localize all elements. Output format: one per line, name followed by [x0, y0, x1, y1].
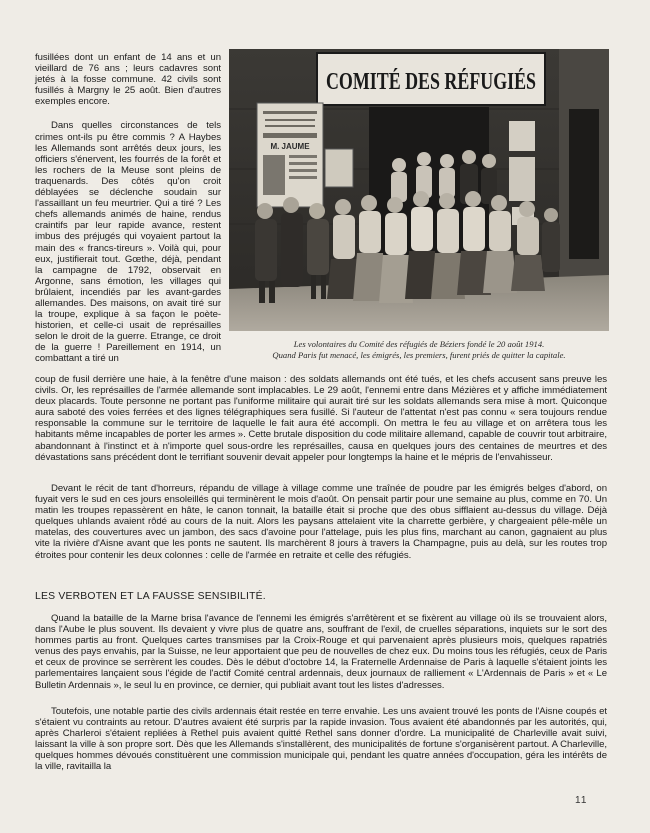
- section-heading: LES VERBOTEN ET LA FAUSSE SENSIBILITÉ.: [35, 591, 266, 602]
- paragraph-fusillees: fusillées dont un enfant de 14 ans et un vieillard de 76 ans ; leurs cadavres sont jetés à la fosse commune. 42 civils sont fusillés à Margny le 25 août. Bien d'autres exemples encore.: [35, 52, 221, 108]
- body-block-3: [35, 613, 607, 691]
- page-number: 11: [575, 795, 588, 806]
- poster-text: M. JAUME: [270, 142, 310, 151]
- body-block-1: [35, 374, 607, 463]
- body-block-4: [35, 706, 607, 773]
- paragraph-circonstances: Dans quelles circonstances de tels crimes ont-ils pu être commis ? A Haybes les Allemands sont arrêtés deux jours, les officiers s'énervent, les fourrés de la forêt et les rochers de la Meuse sont pleins de traquenards. Des côtés qu'on croit déblayées se déclenche soudain sur l'assaillant un feu meurtrier. Qui a tiré ? Les chefs allemands animés de haine, rendus craintifs par leur rapide avance, restent imbus des préjugés qui voyaient partout la main des « francs-tireurs ». Voilà qui, pour eux, justifierait tout. Gœthe, déjà, pendant la campagne de 1792, observait en Argonne, sans émotion, les villages qui brûlaient, incendiés par les avant-gardes allemandes. Des maisons, on avait tiré sur la troupe, explique à sa façon le poète-historien, et celle-ci usait de représailles selon le droit de la guerre. Etrange, ce droit de la guerre ! Pareillement en 1914, un combattant a tiré un: [35, 120, 221, 365]
- paragraph-exode: Devant le récit de tant d'horreurs, répandu de village à village comme une traînée de poudre par les émigrés belges d'abord, on fuyait vers le sud en ces jours ensoleillés qui terminèrent le mois d'août. On pensait partir pour une semaine au plus, comme en 70. Un matin les troupes repassèrent en hâte, le canon tonnait, la bataille était si proche que des obus sifflaient au-dessus du village. Déjà quelques uhlands avaient rôdé au cours de la nuit. Alors les paysans attelaient vite la charrette gerbière, y chargeaient pêle-mêle un matelas, des couvertures avec un jambon, des sacs d'avoine pour l'attelage, puis les plus fins, marchant au canon, gagnaient au plus vite la rivière d'Aisne avant que les ponts ne sautent. Ils marchèrent 8 jours à travers la Champagne, puis au delà, sur les routes trop étroites pour contenir les deux colonnes : celle de l'armée en retraite et celle des réfugiés.: [35, 483, 607, 561]
- body-block-2: [35, 483, 607, 561]
- caption-line-2: Quand Paris fut menacé, les émigrés, les premiers, furent priés de quitter la capitale.: [272, 349, 566, 360]
- photo-caption: [229, 339, 609, 360]
- sign-text: COMITÉ DES RÉFUGIÉS: [326, 69, 536, 95]
- refugee-committee-photo: [229, 49, 609, 331]
- paragraph-marne: Quand la bataille de la Marne brisa l'avance de l'ennemi les émigrés s'arrêtèrent et se fixèrent au village où ils se trouvaient alors, dans l'Aube le plus souvent. Ils devaient y vivre plus de quatre ans, souffrant de l'exil, de cruelles séparations, inquiets sur le sort des hommes partis au front. Quelques cartes transmises par la Croix-Rouge et qui parvenaient après plusieurs mois, quelques rapatriés venus des pays envahis, par la Suisse, ne leur apportaient que peu de nouvelles de chez eux. Du moins tous les réfugiés, ceux de Paris et ceux de province se serrèrent les coudes. Dès le début d'octobre 14, la Fraternelle Ardennaise de Paris à laquelle s'étaient joints les parlementaires lançaient sous l'égide de l'actif Comité central ardennais, deux journaux de ralliement « L'Ardennais de Paris » et « Le Bulletin Ardennais », le seul lu en province, ce dernier, qui publiait avant tout les listes d'adresses.: [35, 613, 607, 691]
- photo-illustration: [229, 49, 609, 331]
- paragraph-represailles: coup de fusil derrière une haie, à la fenêtre d'une maison : des soldats allemands ont été tués, et les chefs accusent sans preuve les civils. Or, les représailles de l'armée allemande sont implacables. Le 29 août, l'ennemi entre dans Mézières et y affiche immédiatement deux placards. Toute personne ne portant pas l'uniforme militaire qui aurait tiré sur les soldats allemands sera mise à mort. Quiconque aura saboté des voies ferrées et des lignes télégraphiques sera fusillé. Si l'auteur de l'attentat n'est pas connu « sera toujours rendue responsable la commune sur le territoire de laquelle le fait aura été accompli. On mettra le feu au village et on arrêtera tous les habitants même incapables de porter les armes ». Cette brutale disposition du code militaire allemand, capable de couvrir tout arbitraire, abandonnant à l'instinct et à n'importe quel sous-ordre les représailles, causa en quelques jours des centaines de meurtres et des dévastations sans précédent dont le terrifiant souvenir devait appeler pour longtemps la haine et le mépris de l'envahisseur.: [35, 374, 607, 463]
- caption-line-1: Les volontaires du Comité des réfugiés de Béziers fondé le 20 août 1914.: [293, 339, 545, 349]
- paragraph-toutefois: Toutefois, une notable partie des civils ardennais était restée en terre envahie. Les uns avaient trouvé les ponts de l'Aisne coupés et s'étaient vu contraints au retour. D'autres avaient été surpris par la rapide invasion. Tous avaient été abandonnés par les autorités, qui, après Charleroi s'étaient repliées à Rethel puis avaient quitté Rethel sans donner d'ordre. La municipalité de Charleville avait suivi, laissant la ville à son propre sort. Dès que les Allemands s'installèrent, des municipalités de fortune s'organisèrent partout. A Charleville, quelques hommes dévoués constituèrent une commission municipale qui, pendant les quatre années d'occupation, géra les intérêts de la ville, ravitailla la: [35, 706, 607, 773]
- left-column: [35, 52, 221, 365]
